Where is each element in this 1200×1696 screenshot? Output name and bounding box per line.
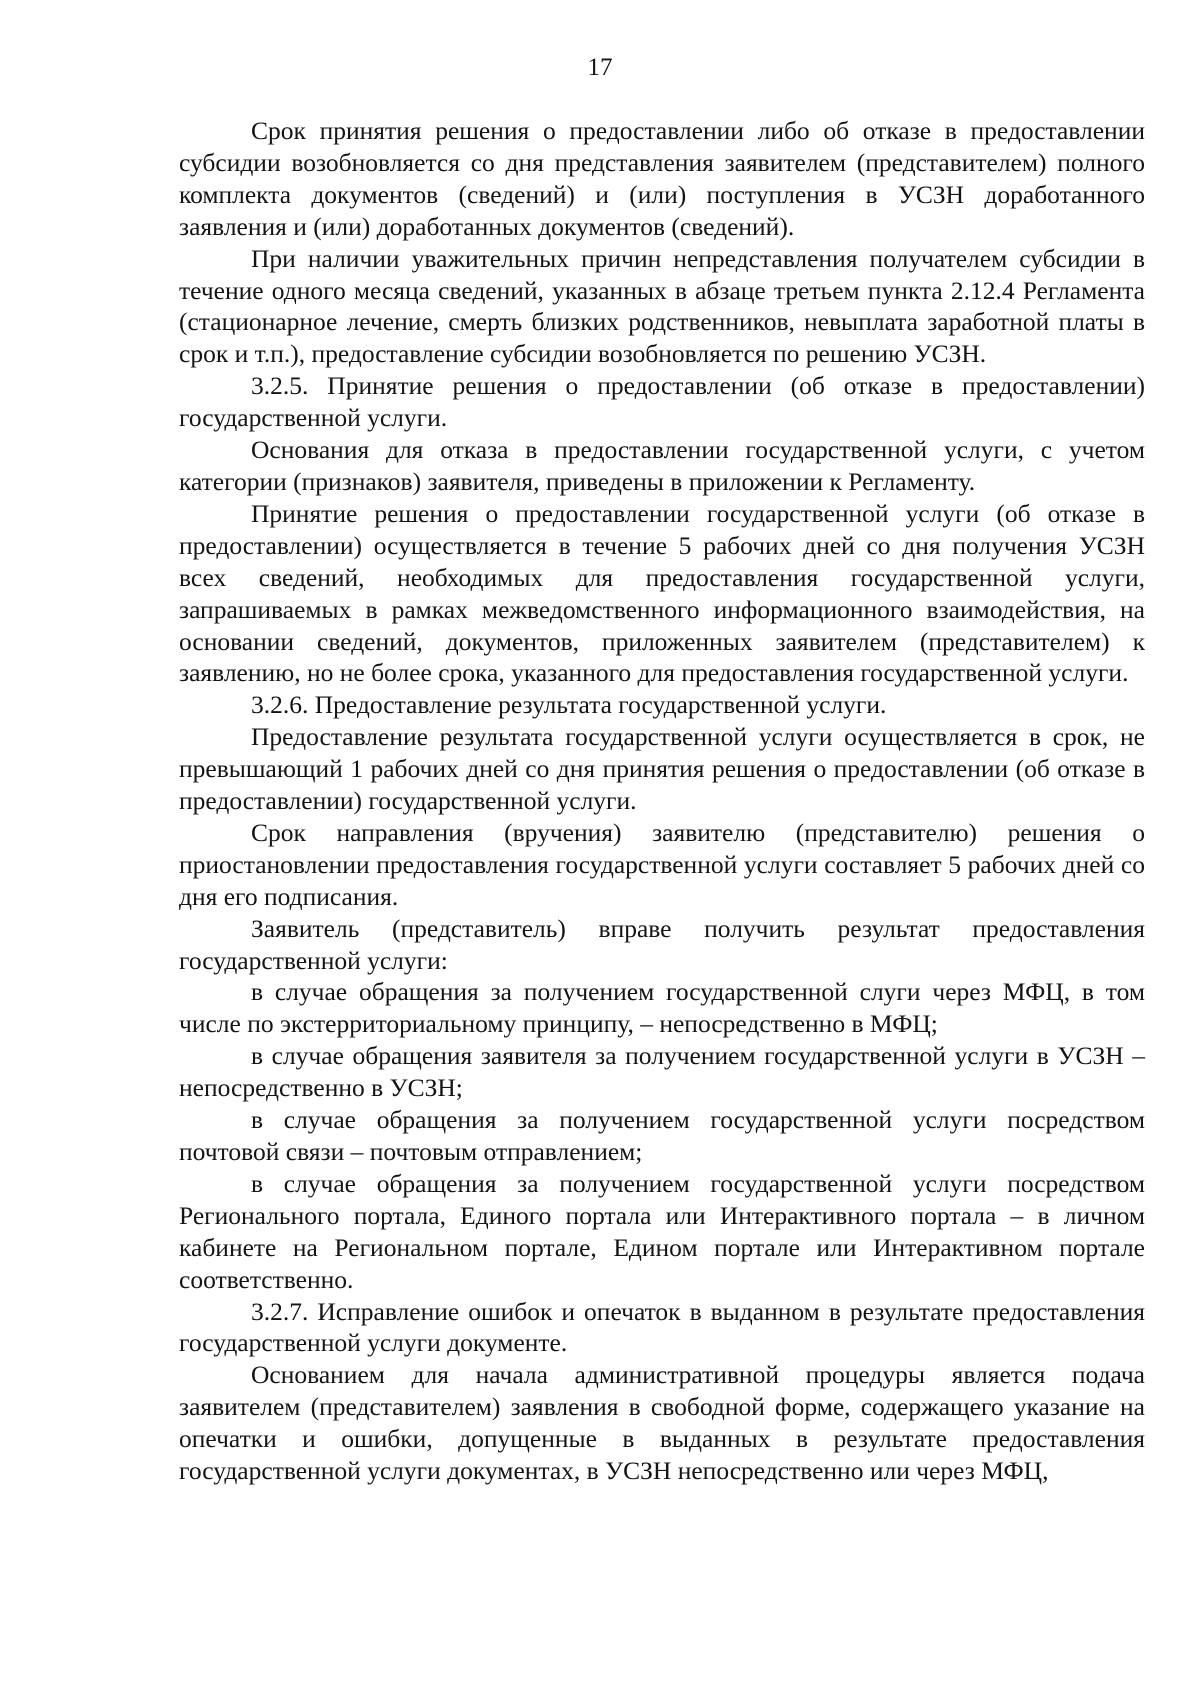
document-body [179, 115, 1145, 1487]
list-item-portals: в случае обращения за получением государственной услуги посредством Регионального портала, Единого портала или Интерактивного портала – в личном кабинете на Региональном портале, Едином портале или Интерактивном портале соответственно. [179, 1168, 1145, 1294]
section-heading-3-2-6: 3.2.6. Предоставление результата государственной услуги. [251, 690, 887, 720]
paragraph-suspension-notice: Срок направления (вручения) заявителю (представителю) решения о приостановлении предоставления государственной услуги составляет 5 рабочих дней со дня его подписания. [179, 817, 1145, 911]
page-number: 17 [587, 54, 613, 81]
paragraph-result-term: Предоставление результата государственной услуги осуществляется в срок, не превышающий 1 рабочих дней со дня принятия решения о предоставлении (об отказе в предоставлении) государственной услуги. [179, 722, 1145, 816]
paragraph-result-methods: Заявитель (представитель) вправе получить результат предоставления государственной услуги: [179, 913, 1145, 975]
paragraph-resumption-term: Срок принятия решения о предоставлении либо об отказе в предоставлении субсидии возобновляется со дня представления заявителем (представителем) полного комплекта документов (сведений) и (или) поступления в УСЗН доработанного заявления и (или) доработанных документов (сведений). [179, 116, 1145, 241]
paragraph-refusal-grounds: Основания для отказа в предоставлении государственной услуги, с учетом категории (признаков) заявителя, приведены в приложении к Регламенту. [179, 435, 1145, 496]
section-heading-3-2-5: 3.2.5. Принятие решения о предоставлении (об отказе в предоставлении) государственной услуги. [179, 371, 1145, 433]
list-item-mfc: в случае обращения за получением государственной слуги через МФЦ, в том числе по экстерриториальному принципу, – непосредственно в МФЦ; [179, 977, 1145, 1039]
list-item-uszn: в случае обращения заявителя за получением государственной услуги в УСЗН – непосредственно в УСЗН; [179, 1041, 1145, 1103]
paragraph-decision-term: Принятие решения о предоставлении государственной услуги (об отказе в предоставлении) осуществляется в течение 5 рабочих дней со дня получения УСЗН всех сведений, необходимых для предоставления государственной услуги, запрашиваемых в рамках межведомственного информационного взаимодействия, на основании сведений, документов, приложенных заявителем (представителем) к заявлению, но не более срока, указанного для предоставления государственной услуги. [179, 498, 1145, 688]
list-item-postal: в случае обращения за получением государственной услуги посредством почтовой связи – почтовым отправлением; [179, 1105, 1145, 1166]
section-heading-3-2-7: 3.2.7. Исправление ошибок и опечаток в выданном в результате предоставления государственной услуги документе. [179, 1296, 1145, 1358]
paragraph-correction-basis: Основанием для начала административной процедуры является подача заявителем (представителем) заявления в свободной форме, содержащего указание на опечатки и ошибки, допущенные в выданных в результате предоставления государственной услуги документах, в УСЗН непосредственно или через МФЦ, [179, 1360, 1145, 1486]
paragraph-valid-reasons: При наличии уважительных причин непредставления получателем субсидии в течение одного месяца сведений, указанных в абзаце третьем пункта 2.12.4 Регламента (стационарное лечение, смерть близких родственников, невыплата заработной платы в срок и т.п.), предоставление субсидии возобновляется по решению УСЗН. [179, 243, 1145, 369]
